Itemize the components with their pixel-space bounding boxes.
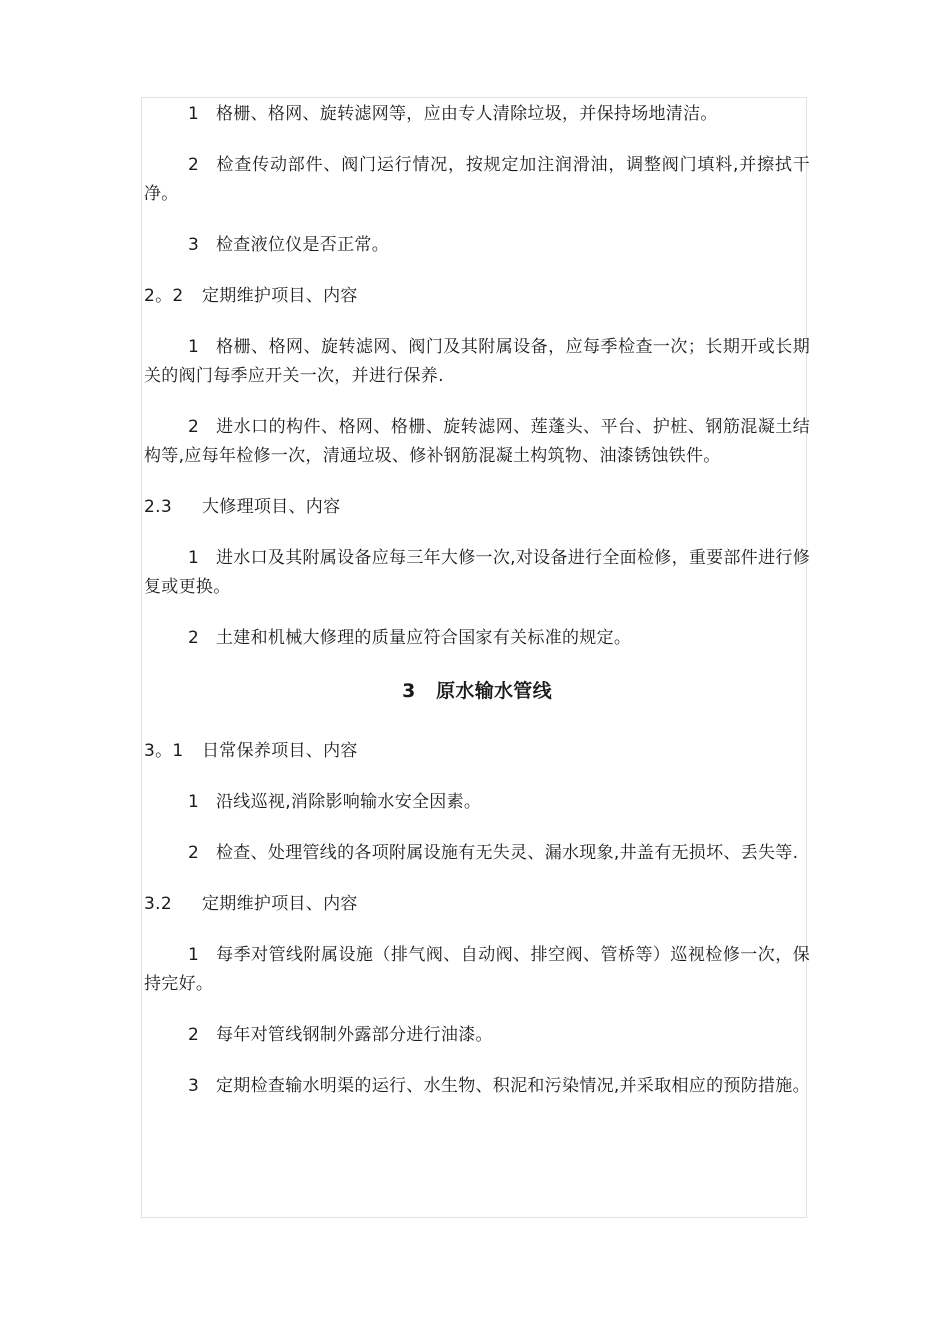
item-number: 3 bbox=[188, 1076, 200, 1096]
item-number: 1 bbox=[188, 548, 200, 568]
section-text: 定期维护项目、内容 bbox=[202, 286, 358, 306]
item-text: 检查、处理管线的各项附属设施有无失灵、漏水现象,井盖有无损坏、丢失等. bbox=[216, 843, 799, 863]
list-item bbox=[144, 1072, 810, 1101]
list-item bbox=[144, 624, 810, 653]
section-number: 3.2 bbox=[144, 894, 172, 914]
item-number: 2 bbox=[188, 1025, 200, 1045]
item-number: 1 bbox=[188, 104, 200, 124]
document-body bbox=[144, 100, 810, 1123]
item-text: 检查传动部件、阀门运行情况，按规定加注润滑油，调整阀门填料,并擦拭干净。 bbox=[144, 155, 810, 204]
section-text: 大修理项目、内容 bbox=[202, 497, 341, 517]
section-number: 3。1 bbox=[144, 741, 184, 761]
list-item bbox=[144, 941, 810, 999]
list-item bbox=[144, 839, 810, 868]
item-number: 2 bbox=[188, 417, 200, 437]
section-title bbox=[144, 493, 810, 522]
item-number: 2 bbox=[188, 843, 200, 863]
item-number: 1 bbox=[188, 792, 200, 812]
section-number: 2。2 bbox=[144, 286, 184, 306]
chapter-number: 3 bbox=[402, 680, 416, 702]
item-text: 每年对管线钢制外露部分进行油漆。 bbox=[216, 1025, 493, 1045]
list-item bbox=[144, 231, 810, 260]
item-number: 2 bbox=[188, 155, 200, 175]
item-text: 格栅、格网、旋转滤网等，应由专人清除垃圾，并保持场地清洁。 bbox=[216, 104, 718, 124]
list-item bbox=[144, 333, 810, 391]
item-text: 定期检查输水明渠的运行、水生物、积泥和污染情况,并采取相应的预防措施。 bbox=[216, 1076, 810, 1096]
section-title bbox=[144, 282, 810, 311]
list-item bbox=[144, 151, 810, 209]
section-title bbox=[144, 890, 810, 919]
item-text: 土建和机械大修理的质量应符合国家有关标准的规定。 bbox=[216, 628, 632, 648]
chapter-heading bbox=[144, 675, 810, 707]
item-text: 格栅、格网、旋转滤网、阀门及其附属设备，应每季检查一次；长期开或长期关的阀门每季应开关一次，并进行保养. bbox=[144, 337, 810, 386]
list-item bbox=[144, 1021, 810, 1050]
list-item bbox=[144, 788, 810, 817]
list-item bbox=[144, 413, 810, 471]
list-item bbox=[144, 544, 810, 602]
item-number: 1 bbox=[188, 337, 200, 357]
section-text: 日常保养项目、内容 bbox=[202, 741, 358, 761]
section-text: 定期维护项目、内容 bbox=[202, 894, 358, 914]
item-number: 1 bbox=[188, 945, 200, 965]
item-text: 检查液位仪是否正常。 bbox=[216, 235, 389, 255]
section-number: 2.3 bbox=[144, 497, 172, 517]
item-text: 沿线巡视,消除影响输水安全因素。 bbox=[216, 792, 482, 812]
item-text: 进水口的构件、格网、格栅、旋转滤网、莲蓬头、平台、护桩、钢筋混凝土结构等,应每年检修一次，清通垃圾、修补钢筋混凝土构筑物、油漆锈蚀铁件。 bbox=[144, 417, 810, 466]
chapter-title: 原水输水管线 bbox=[436, 680, 552, 702]
section-title bbox=[144, 737, 810, 766]
item-number: 3 bbox=[188, 235, 200, 255]
item-text: 每季对管线附属设施（排气阀、自动阀、排空阀、管桥等）巡视检修一次，保持完好。 bbox=[144, 945, 810, 994]
list-item bbox=[144, 100, 810, 129]
item-number: 2 bbox=[188, 628, 200, 648]
item-text: 进水口及其附属设备应每三年大修一次,对设备进行全面检修，重要部件进行修复或更换。 bbox=[144, 548, 810, 597]
